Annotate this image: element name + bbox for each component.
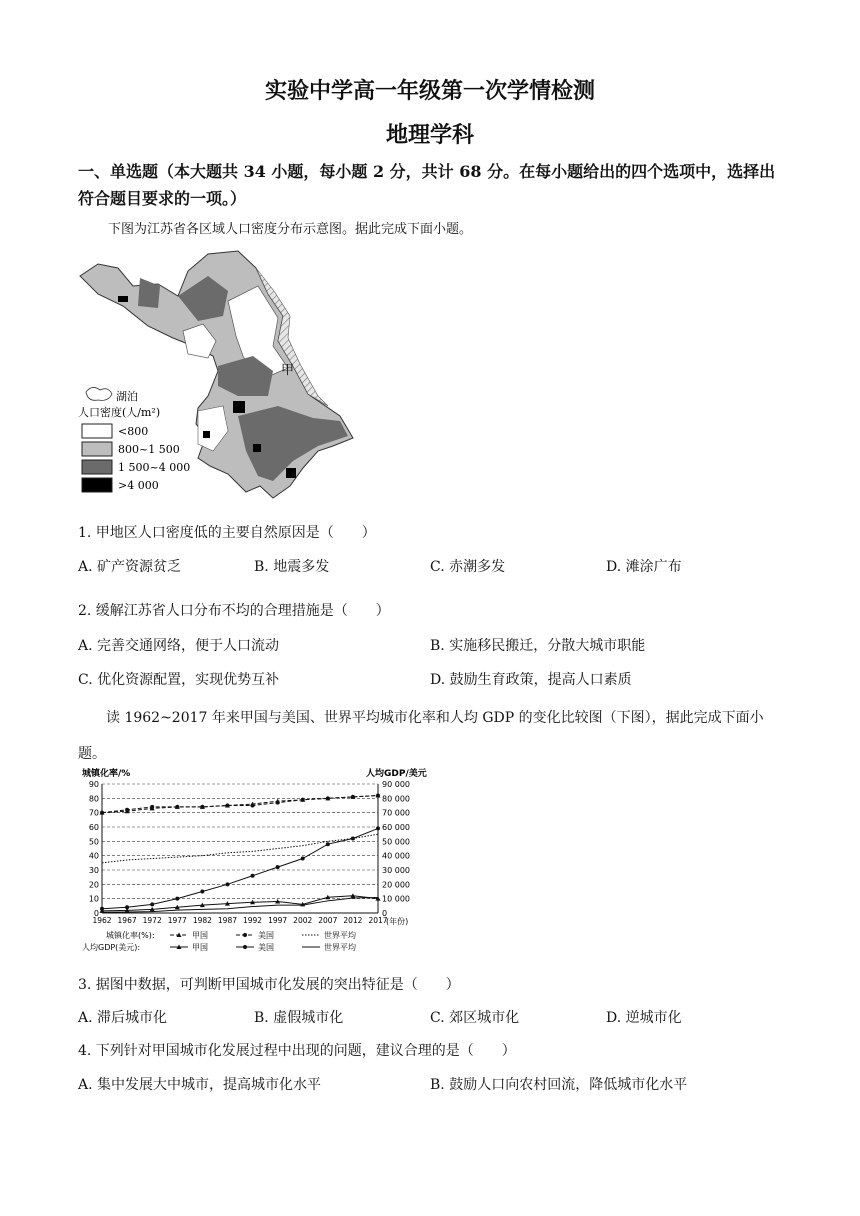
q1-option-c[interactable]: C. 赤潮多发 (430, 559, 506, 575)
right-axis-title: 人均GDP/美元 (366, 769, 427, 779)
data-point (225, 804, 229, 808)
x-axis-title: (年份) (386, 917, 409, 926)
subject-title: 地理学科 (385, 122, 474, 148)
legend-marker (243, 933, 247, 937)
data-point (301, 857, 305, 861)
question-2-stem: 2. 缓解江苏省人口分布不均的合理措施是（ ） (78, 603, 390, 619)
legend-entry-label: 世界平均 (324, 931, 356, 940)
data-point (326, 796, 330, 800)
x-tick-label: 2002 (293, 916, 313, 925)
black-spot-3 (286, 468, 296, 478)
legend-entry-label: 美国 (258, 943, 274, 952)
left-tick-label: 50 (88, 837, 99, 847)
right-tick-label: 0 (382, 909, 388, 918)
legend-label-2: 800~1 500 (118, 443, 180, 456)
left-tick-label: 10 (88, 894, 99, 904)
legend-entry-label: 美国 (258, 931, 274, 940)
legend-marker (243, 945, 247, 949)
black-spot-5 (203, 431, 210, 438)
q1-option-d[interactable]: D. 滩涂广布 (606, 559, 682, 575)
data-point (276, 801, 280, 805)
data-point (376, 793, 380, 797)
x-tick-label: 1977 (167, 916, 187, 925)
legend-swatch-1 (82, 424, 112, 438)
right-tick-label: 90 000 (382, 780, 410, 789)
left-tick-label: 40 (88, 851, 99, 861)
population-density-map (78, 246, 360, 502)
data-point (301, 798, 305, 802)
data-point (376, 826, 380, 830)
x-tick-label: 1972 (142, 916, 162, 925)
left-axis-title: 城镇化率/% (82, 769, 131, 779)
legend-entry-label: 甲国 (192, 931, 208, 940)
left-tick-label: 60 (88, 823, 99, 832)
black-spot-2 (233, 401, 245, 413)
right-tick-label: 50 000 (382, 837, 410, 847)
dark-region-west (138, 278, 160, 308)
data-point (150, 805, 154, 809)
legend-swatch-4 (82, 478, 112, 492)
series-line-3 (102, 896, 378, 911)
left-tick-label: 90 (88, 780, 99, 789)
right-tick-label: 10 000 (382, 894, 410, 904)
q4-option-b[interactable]: B. 鼓励人口向农村回流，降低城市化水平 (430, 1077, 688, 1093)
data-point (100, 907, 104, 911)
question-1-stem: 1. 甲地区人口密度低的主要自然原因是（ ） (78, 525, 376, 541)
label-jia: 甲 (281, 363, 295, 378)
q1-option-b[interactable]: B. 地震多发 (254, 559, 330, 575)
x-tick-label: 1967 (117, 916, 137, 925)
right-tick-label: 80 000 (382, 794, 410, 804)
data-point (351, 836, 355, 840)
series-line-2 (102, 834, 378, 863)
black-spot-4 (253, 444, 261, 452)
legend-swatch-2 (82, 442, 112, 456)
x-tick-label: 2012 (343, 916, 363, 925)
legend-label-4: >4 000 (118, 479, 159, 492)
data-point (326, 842, 330, 846)
data-point (251, 804, 255, 808)
q2-option-b[interactable]: B. 实施移民搬迁，分散大城市职能 (430, 638, 646, 654)
urbanization-gdp-chart (78, 764, 430, 960)
q3-option-c[interactable]: C. 郊区城市化 (430, 1010, 520, 1026)
black-spot-1 (118, 296, 128, 302)
legend-entry-label: 甲国 (192, 943, 208, 952)
data-point (175, 897, 179, 901)
q2-option-d[interactable]: D. 鼓励生育政策，提高人口素质 (430, 672, 632, 688)
right-tick-label: 60 000 (382, 823, 410, 832)
exam-title: 实验中学高一年级第一次学情检测 (264, 78, 595, 104)
data-point (100, 811, 104, 815)
legend-title: 人口密度(人/m²) (78, 406, 161, 419)
q3-option-b[interactable]: B. 虚假城市化 (254, 1010, 344, 1026)
data-point (150, 902, 154, 906)
x-tick-label: 1987 (217, 916, 238, 925)
data-point (200, 805, 204, 809)
left-tick-label: 0 (93, 909, 99, 918)
right-tick-label: 70 000 (382, 808, 410, 818)
q3-option-d[interactable]: D. 逆城市化 (606, 1010, 682, 1026)
q3-option-a[interactable]: A. 滞后城市化 (78, 1010, 168, 1026)
x-tick-label: 1962 (92, 916, 112, 925)
left-tick-label: 80 (88, 794, 99, 804)
legend-label-1: <800 (118, 425, 149, 438)
q2-option-c[interactable]: C. 优化资源配置，实现优势互补 (78, 672, 280, 688)
q4-option-a[interactable]: A. 集中发展大中城市，提高城市化水平 (78, 1077, 322, 1093)
legend-entry-label: 世界平均 (324, 943, 356, 952)
lake-legend-icon (86, 387, 112, 400)
data-point (200, 890, 204, 894)
x-tick-label: 2017 (368, 916, 388, 925)
q1-option-a[interactable]: A. 矿产资源贫乏 (78, 559, 182, 575)
x-tick-label: 1997 (268, 916, 288, 925)
question-3-stem: 3. 据图中数据，可判断甲国城市化发展的突出特征是（ ） (78, 977, 460, 993)
legend-row1-label: 城镇化率(%): (106, 931, 155, 940)
legend-swatch-3 (82, 460, 112, 474)
q2-option-a[interactable]: A. 完善交通网络，便于人口流动 (78, 638, 280, 654)
data-point (125, 905, 129, 909)
intro-text-2: 读 1962~2017 年来甲国与美国、世界平均城市化率和人均 GDP 的变化比较图（下图），据此完成下面小题。 (78, 710, 764, 762)
data-point (125, 808, 129, 812)
intro-text-1: 下图为江苏省各区域人口密度分布示意图。据此完成下面小题。 (108, 222, 473, 237)
legend-row2-label: 人均GDP(美元): (82, 943, 141, 952)
question-4-stem: 4. 下列针对甲国城市化发展过程中出现的问题，建议合理的是（ ） (78, 1043, 516, 1059)
right-tick-label: 20 000 (382, 880, 410, 890)
data-point (351, 795, 355, 799)
left-tick-label: 30 (88, 866, 99, 875)
left-tick-label: 20 (88, 880, 99, 890)
left-tick-label: 70 (88, 808, 99, 818)
data-point (225, 882, 229, 886)
x-tick-label: 2007 (318, 916, 338, 925)
data-point (276, 865, 280, 869)
data-point (251, 874, 255, 878)
section-heading: 一、单选题（本大题共 34 小题，每小题 2 分，共计 68 分。在每小题给出的四个选项中，选择出符合题目要求的一项。） (78, 162, 776, 208)
right-tick-label: 30 000 (382, 866, 410, 875)
legend-lake-label: 湖泊 (116, 390, 138, 403)
x-tick-label: 1982 (192, 916, 212, 925)
legend-label-3: 1 500~4 000 (118, 461, 191, 474)
x-tick-label: 1992 (242, 916, 263, 925)
right-tick-label: 40 000 (382, 851, 410, 861)
data-point (175, 805, 179, 809)
